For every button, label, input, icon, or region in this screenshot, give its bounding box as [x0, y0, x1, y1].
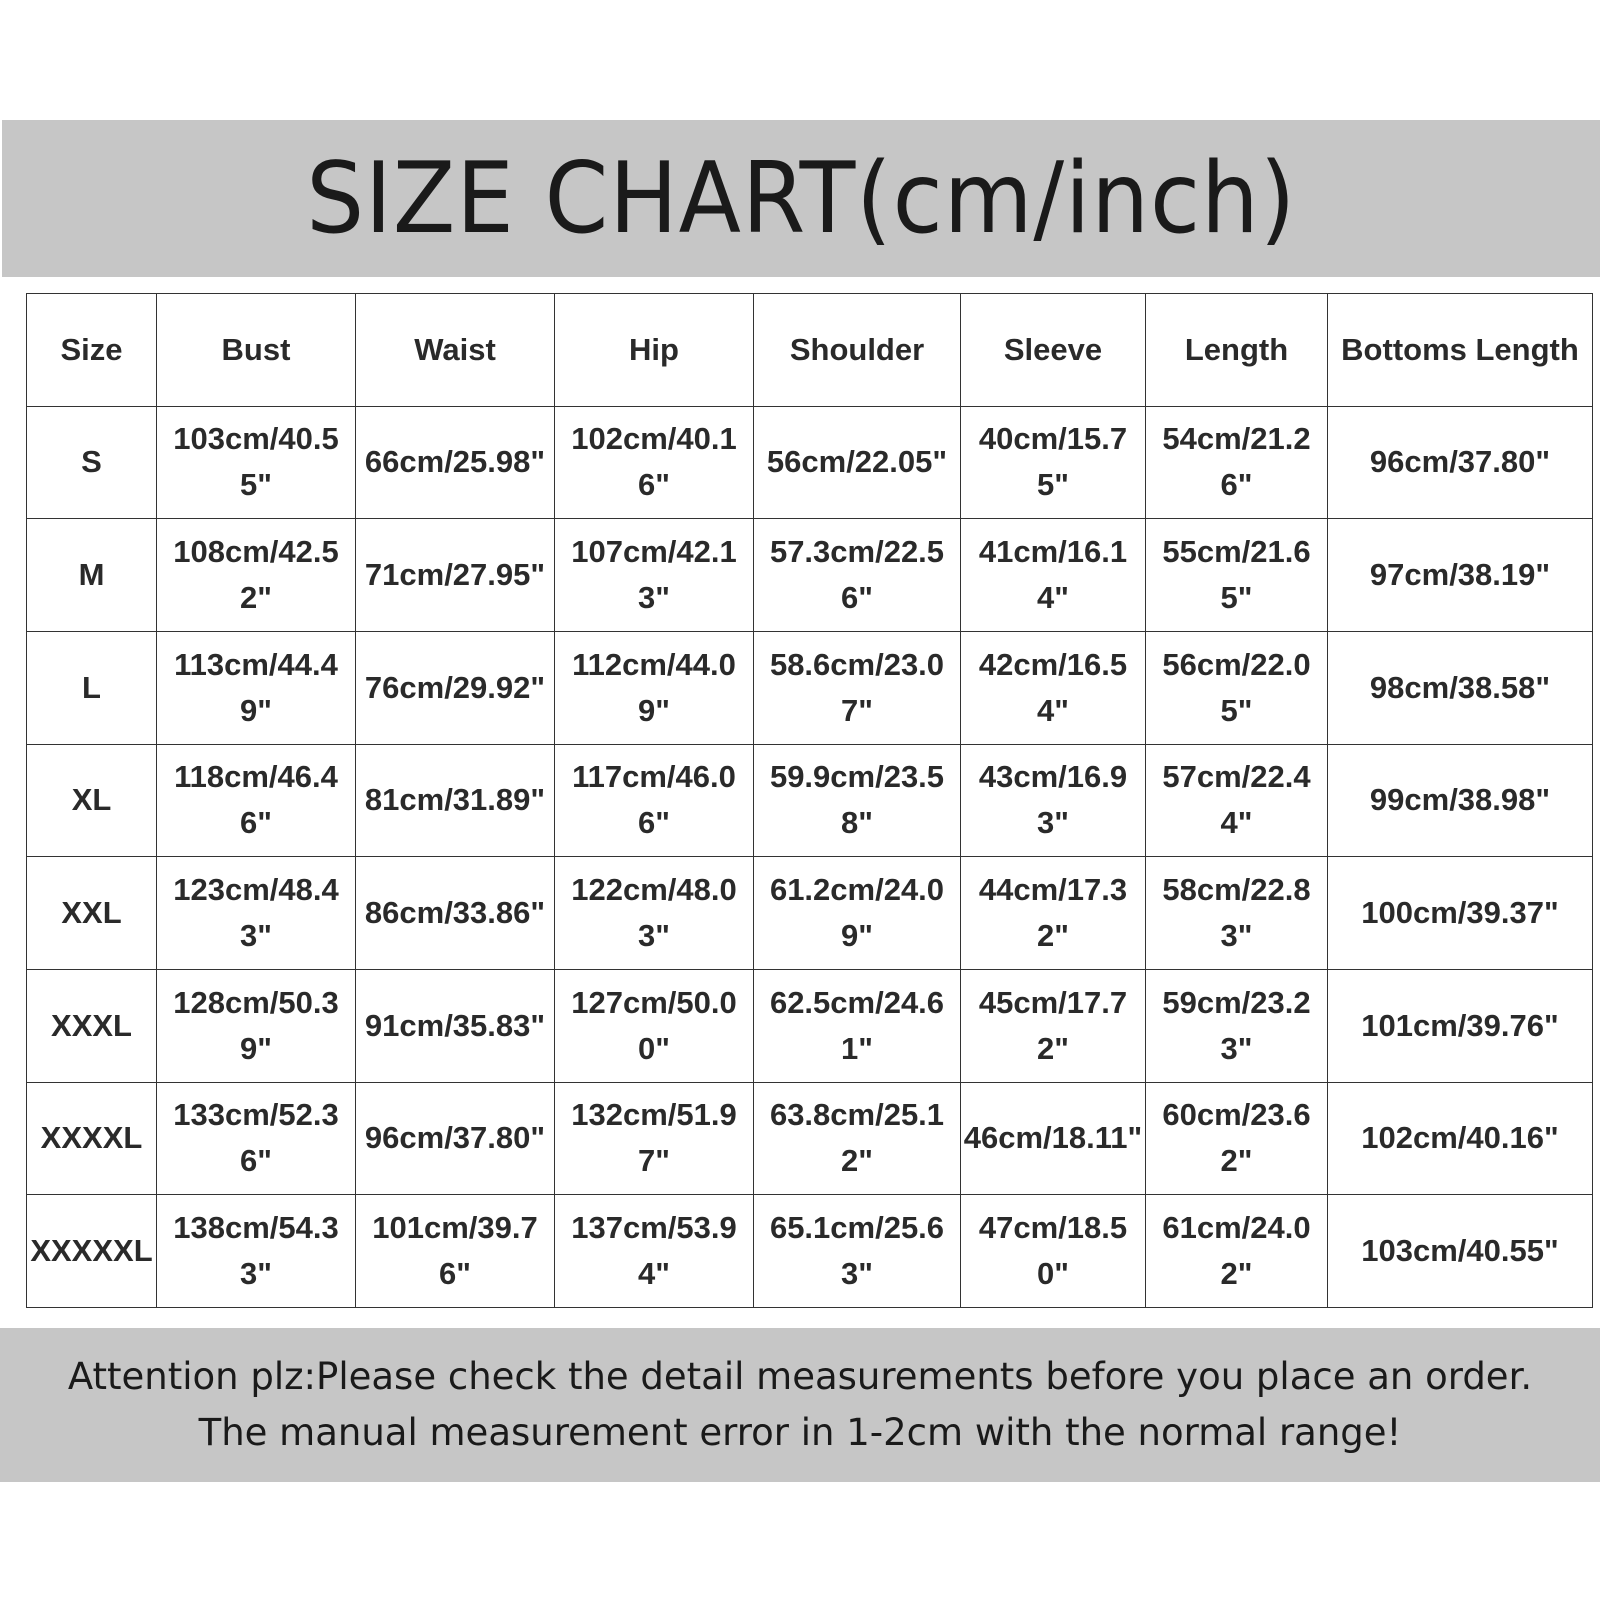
- measurement-cell: 66cm/25.98": [356, 406, 555, 519]
- measurement-cell: 112cm/44.09": [555, 631, 754, 744]
- measurement-cell: 76cm/29.92": [356, 631, 555, 744]
- table-row: [27, 744, 1593, 857]
- measurement-cell: 55cm/21.65": [1146, 519, 1328, 632]
- measurement-cell: 107cm/42.13": [555, 519, 754, 632]
- measurement-cell: 40cm/15.75": [961, 406, 1146, 519]
- measurement-cell: 41cm/16.14": [961, 519, 1146, 632]
- measurement-cell: 63.8cm/25.12": [754, 1082, 961, 1195]
- measurement-cell: 100cm/39.37": [1328, 857, 1593, 970]
- table-row: [27, 857, 1593, 970]
- column-header: Length: [1146, 294, 1328, 407]
- size-label-cell: XXXXL: [27, 1082, 157, 1195]
- attention-note: [0, 1328, 1600, 1482]
- measurement-cell: 98cm/38.58": [1328, 631, 1593, 744]
- measurement-cell: 44cm/17.32": [961, 857, 1146, 970]
- size-chart-table: [26, 293, 1593, 1308]
- column-header: Sleeve: [961, 294, 1146, 407]
- measurement-cell: 47cm/18.50": [961, 1195, 1146, 1308]
- measurement-cell: 91cm/35.83": [356, 969, 555, 1082]
- table-row: [27, 519, 1593, 632]
- measurement-cell: 101cm/39.76": [1328, 969, 1593, 1082]
- measurement-cell: 113cm/44.49": [157, 631, 356, 744]
- size-label-cell: XXXL: [27, 969, 157, 1082]
- measurement-cell: 123cm/48.43": [157, 857, 356, 970]
- measurement-cell: 97cm/38.19": [1328, 519, 1593, 632]
- measurement-cell: 96cm/37.80": [1328, 406, 1593, 519]
- measurement-cell: 101cm/39.76": [356, 1195, 555, 1308]
- size-label-cell: S: [27, 406, 157, 519]
- column-header: Waist: [356, 294, 555, 407]
- measurement-cell: 132cm/51.97": [555, 1082, 754, 1195]
- table-row: [27, 406, 1593, 519]
- measurement-cell: 62.5cm/24.61": [754, 969, 961, 1082]
- measurement-cell: 137cm/53.94": [555, 1195, 754, 1308]
- measurement-cell: 118cm/46.46": [157, 744, 356, 857]
- column-header: Size: [27, 294, 157, 407]
- measurement-cell: 96cm/37.80": [356, 1082, 555, 1195]
- measurement-cell: 103cm/40.55": [1328, 1195, 1593, 1308]
- size-label-cell: XXXXXL: [27, 1195, 157, 1308]
- measurement-cell: 45cm/17.72": [961, 969, 1146, 1082]
- measurement-cell: 56cm/22.05": [754, 406, 961, 519]
- measurement-cell: 81cm/31.89": [356, 744, 555, 857]
- measurement-cell: 108cm/42.52": [157, 519, 356, 632]
- size-label-cell: XL: [27, 744, 157, 857]
- measurement-cell: 60cm/23.62": [1146, 1082, 1328, 1195]
- measurement-cell: 57.3cm/22.56": [754, 519, 961, 632]
- measurement-cell: 133cm/52.36": [157, 1082, 356, 1195]
- size-label-cell: M: [27, 519, 157, 632]
- page-title: SIZE CHART(cm/inch): [306, 141, 1296, 256]
- column-header: Hip: [555, 294, 754, 407]
- measurement-cell: 54cm/21.26": [1146, 406, 1328, 519]
- measurement-cell: 127cm/50.00": [555, 969, 754, 1082]
- table-row: [27, 1082, 1593, 1195]
- size-label-cell: L: [27, 631, 157, 744]
- measurement-cell: 58.6cm/23.07": [754, 631, 961, 744]
- measurement-cell: 57cm/22.44": [1146, 744, 1328, 857]
- table-row: [27, 1195, 1593, 1308]
- measurement-cell: 61cm/24.02": [1146, 1195, 1328, 1308]
- measurement-cell: 103cm/40.55": [157, 406, 356, 519]
- measurement-cell: 46cm/18.11": [961, 1082, 1146, 1195]
- measurement-cell: 58cm/22.83": [1146, 857, 1328, 970]
- measurement-cell: 128cm/50.39": [157, 969, 356, 1082]
- measurement-cell: 86cm/33.86": [356, 857, 555, 970]
- measurement-cell: 71cm/27.95": [356, 519, 555, 632]
- size-chart-body: [27, 294, 1593, 1308]
- column-header: Bottoms Length: [1328, 294, 1593, 407]
- title-band: [2, 120, 1600, 277]
- attention-note-line-1: Attention plz:Please check the detail measurements before you place an order.: [67, 1355, 1533, 1398]
- table-row: [27, 631, 1593, 744]
- size-label-cell: XXL: [27, 857, 157, 970]
- measurement-cell: 117cm/46.06": [555, 744, 754, 857]
- column-header: Bust: [157, 294, 356, 407]
- measurement-cell: 59.9cm/23.58": [754, 744, 961, 857]
- column-header: Shoulder: [754, 294, 961, 407]
- measurement-cell: 61.2cm/24.09": [754, 857, 961, 970]
- measurement-cell: 122cm/48.03": [555, 857, 754, 970]
- header-row: [27, 294, 1593, 407]
- measurement-cell: 56cm/22.05": [1146, 631, 1328, 744]
- table-row: [27, 969, 1593, 1082]
- measurement-cell: 99cm/38.98": [1328, 744, 1593, 857]
- measurement-cell: 59cm/23.23": [1146, 969, 1328, 1082]
- measurement-cell: 42cm/16.54": [961, 631, 1146, 744]
- measurement-cell: 65.1cm/25.63": [754, 1195, 961, 1308]
- measurement-cell: 102cm/40.16": [1328, 1082, 1593, 1195]
- measurement-cell: 43cm/16.93": [961, 744, 1146, 857]
- measurement-cell: 102cm/40.16": [555, 406, 754, 519]
- measurement-cell: 138cm/54.33": [157, 1195, 356, 1308]
- attention-note-line-2: The manual measurement error in 1-2cm with the normal range!: [198, 1411, 1402, 1454]
